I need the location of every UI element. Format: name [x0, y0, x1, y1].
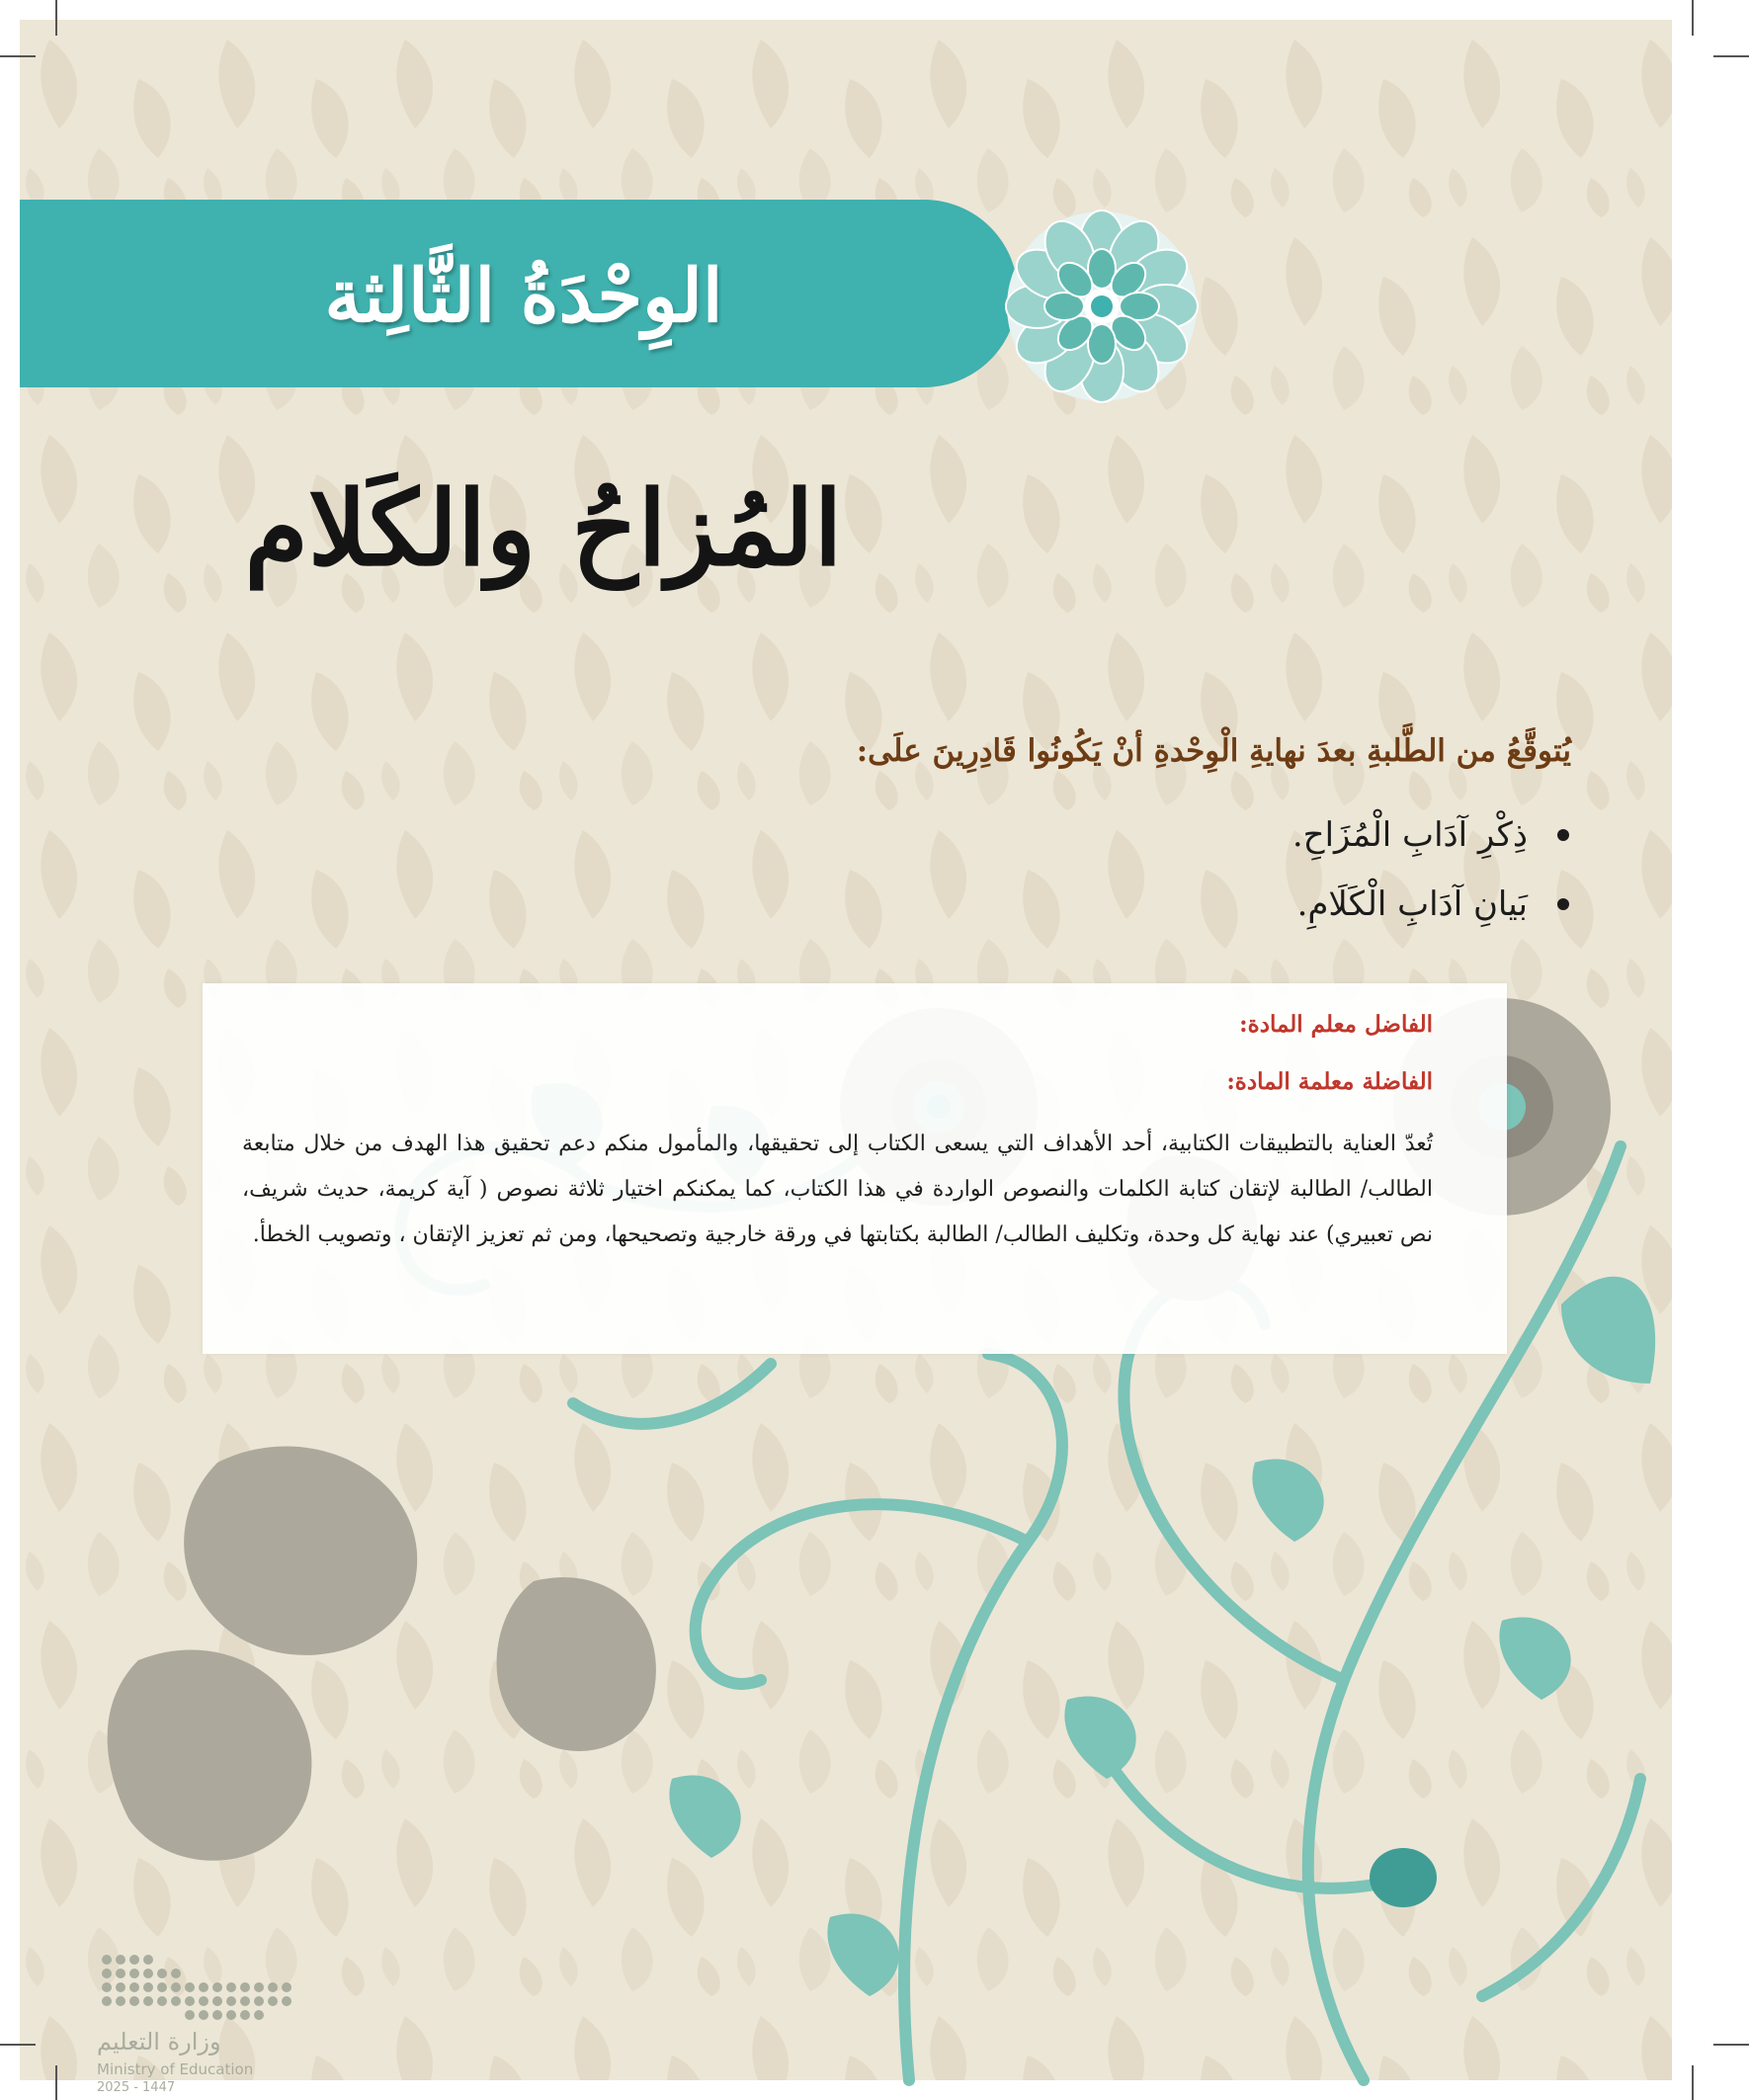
crop-mark — [55, 0, 57, 36]
objectives-intro: يُتوقَّعُ من الطَّلبةِ بعدَ نهايةِ الْوِحْدةِ أنْ يَكُونُوا قَادِرِينَ علَى: — [856, 733, 1571, 769]
unit-title: الوِحْدَةُ الثَّالِثة — [324, 254, 723, 339]
objective-text: ذِكْرِ آدَابِ الْمُزَاحِ. — [1291, 815, 1528, 855]
lesson-title: المُزاحُ والكَلام — [244, 467, 843, 589]
objective-text: بَيانِ آدَابِ الْكَلَامِ. — [1296, 884, 1528, 924]
rosette-ornament-icon — [1003, 208, 1201, 405]
textbook-page — [20, 20, 1672, 2095]
crop-mark — [1713, 55, 1749, 57]
ministry-name-en: Ministry of Education — [97, 2060, 254, 2078]
ministry-year: 2025 - 1447 — [97, 2080, 176, 2095]
list-item — [909, 870, 1571, 939]
ministry-logo-icon — [97, 1952, 304, 2031]
list-item — [909, 800, 1571, 870]
note-body: تُعدّ العناية بالتطبيقات الكتابية، أحد الأهداف التي يسعى الكتاب إلى تحقيقها، والمأمول منكم دعم تحقيق هذا الهدف من خلال متابعة الطالب/ الطالبة لإتقان كتابة الكلمات والنصوص الواردة في هذا الكتاب، كما يمكنكم اختيار ثلاثة نصوص ( آية كريمة، حديث شريف، نص تعبيري) عند نهاية كل وحدة، وتكليف الطالب/ الطالبة بكتابتها في ورقة خارجية وتصحيحها، ومن ثم تعزيز الإتقان ، وتصويب الخطأ. — [242, 1132, 1433, 1247]
crop-mark — [1692, 0, 1694, 36]
bullet-icon — [1557, 829, 1569, 841]
crop-mark — [55, 2065, 57, 2100]
note-label-male: الفاضل معلم المادة: — [1239, 1011, 1433, 1038]
teacher-note-box — [203, 983, 1507, 1354]
objectives-list — [909, 800, 1571, 939]
crop-mark — [0, 55, 36, 57]
crop-mark — [1713, 2044, 1749, 2046]
note-label-female: الفاضلة معلمة المادة: — [1226, 1068, 1433, 1095]
ministry-name-ar: وزارة التعليم — [97, 2028, 221, 2056]
crop-mark — [0, 2044, 36, 2046]
ministry-logo — [97, 1952, 324, 2095]
crop-mark — [1692, 2065, 1694, 2100]
bullet-icon — [1557, 898, 1569, 910]
